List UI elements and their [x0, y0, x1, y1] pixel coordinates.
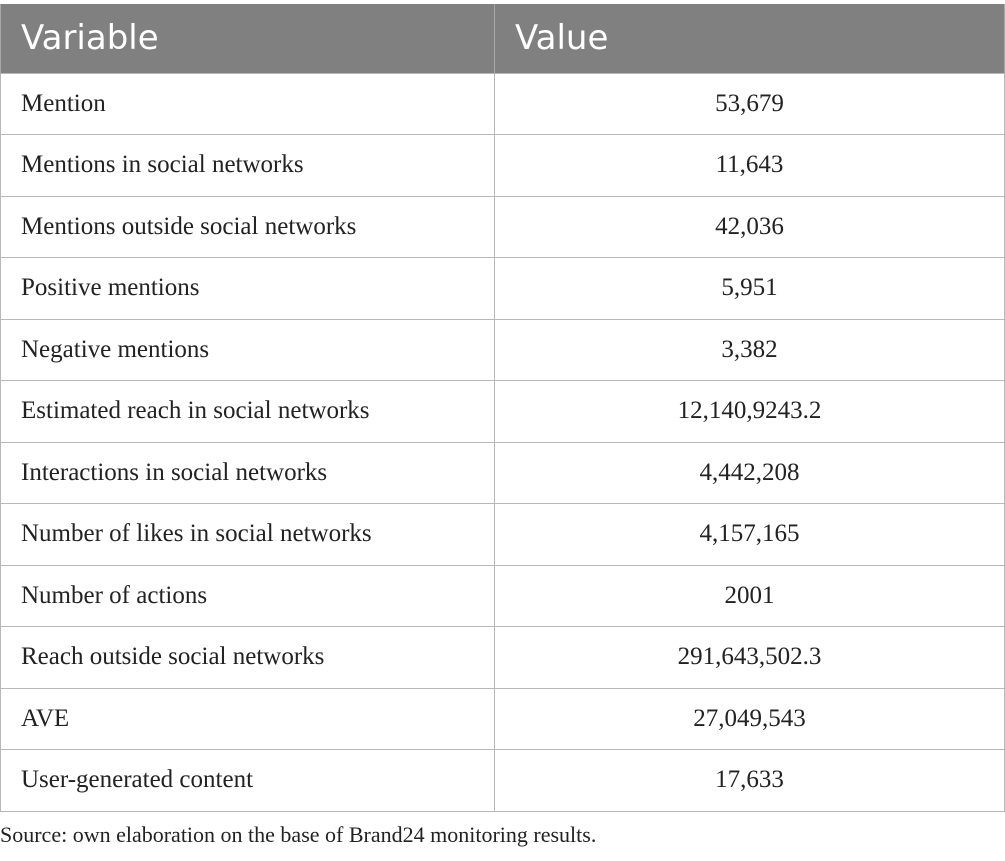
cell-value: 11,643 — [495, 135, 1005, 197]
table-row — [1, 750, 1005, 812]
cell-variable: Negative mentions — [1, 319, 495, 381]
cell-value: 42,036 — [495, 196, 1005, 258]
cell-value: 5,951 — [495, 258, 1005, 320]
cell-value: 12,140,9243.2 — [495, 381, 1005, 443]
cell-value: 4,157,165 — [495, 504, 1005, 566]
cell-value: 291,643,502.3 — [495, 627, 1005, 689]
table-row — [1, 442, 1005, 504]
column-header-variable: Variable — [1, 4, 495, 73]
cell-value: 27,049,543 — [495, 688, 1005, 750]
cell-value: 3,382 — [495, 319, 1005, 381]
cell-variable: Number of likes in social networks — [1, 504, 495, 566]
cell-value: 4,442,208 — [495, 442, 1005, 504]
table-row — [1, 135, 1005, 197]
table-row — [1, 381, 1005, 443]
cell-variable: Estimated reach in social networks — [1, 381, 495, 443]
cell-variable: Mentions outside social networks — [1, 196, 495, 258]
table-row — [1, 627, 1005, 689]
data-table — [0, 4, 1005, 812]
table-row — [1, 196, 1005, 258]
table-body — [1, 73, 1005, 811]
cell-value: 17,633 — [495, 750, 1005, 812]
table-row — [1, 565, 1005, 627]
cell-variable: Positive mentions — [1, 258, 495, 320]
cell-value: 53,679 — [495, 73, 1005, 135]
table-row — [1, 258, 1005, 320]
cell-variable: User-generated content — [1, 750, 495, 812]
cell-variable: Interactions in social networks — [1, 442, 495, 504]
table-header — [1, 4, 1005, 73]
cell-variable: Mention — [1, 73, 495, 135]
column-header-value: Value — [495, 4, 1005, 73]
table-row — [1, 319, 1005, 381]
cell-variable: Number of actions — [1, 565, 495, 627]
cell-variable: AVE — [1, 688, 495, 750]
header-row — [1, 4, 1005, 73]
source-note: Source: own elaboration on the base of Brand24 monitoring results. — [0, 822, 597, 847]
cell-variable: Reach outside social networks — [1, 627, 495, 689]
table-row — [1, 504, 1005, 566]
cell-variable: Mentions in social networks — [1, 135, 495, 197]
cell-value: 2001 — [495, 565, 1005, 627]
table-row — [1, 73, 1005, 135]
table-row — [1, 688, 1005, 750]
data-table-container — [0, 4, 1004, 812]
